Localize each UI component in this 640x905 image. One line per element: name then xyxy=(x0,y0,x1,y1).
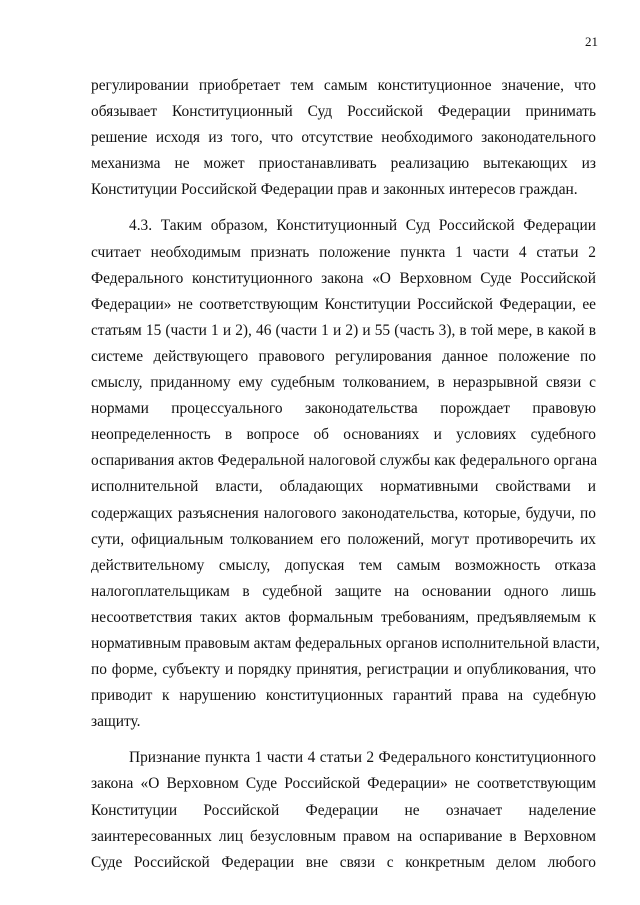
paragraph-spacer xyxy=(91,735,596,745)
text-line: смыслу, приданному ему судебным толкованием, в неразрывной связи с xyxy=(91,374,596,392)
text-line: механизма не может приостанавливать реализацию вытекающих из xyxy=(91,155,596,173)
text-line: по форме, субъекту и порядку принятия, регистрации и опубликования, что xyxy=(91,661,596,679)
text-line: оспаривания актов Федеральной налоговой службы как федерального органа xyxy=(91,452,598,470)
text-line: считает необходимым признать положение пункта 1 части 4 статьи 2 xyxy=(91,243,596,261)
text-line: нормативным правовым актам федеральных органов исполнительной власти, xyxy=(91,634,600,652)
text-line: защиту. xyxy=(91,713,141,731)
page-number: 21 xyxy=(585,34,598,49)
text-line: налогоплательщикам в судебной защите на основании одного лишь xyxy=(91,582,596,600)
text-line: неопределенность в вопросе об основаниях и условиях судебного xyxy=(91,426,596,444)
paragraph-3 xyxy=(91,745,596,875)
text-line: Конституции Российской Федерации прав и законных интересов граждан. xyxy=(91,181,578,199)
text-line: Федерального конституционного закона «О Верховном Суде Российской xyxy=(91,269,596,287)
text-line: 4.3. Таким образом, Конституционный Суд Российской Федерации xyxy=(129,217,596,235)
text-line: действительному смыслу, допуская тем самым возможность отказа xyxy=(91,556,596,574)
text-line: статьям 15 (части 1 и 2), 46 (части 1 и 2) и 55 (часть 3), в той мере, в какой в xyxy=(91,321,596,339)
paragraph-spacer xyxy=(91,203,596,213)
text-line: Суде Российской Федерации вне связи с конкретным делом любого xyxy=(91,853,596,871)
text-line: Конституции Российской Федерации не означает наделение xyxy=(91,801,596,819)
text-line: решение исходя из того, что отсутствие необходимого законодательного xyxy=(91,129,596,147)
text-line: нормами процессуального законодательства порождает правовую xyxy=(91,400,596,418)
text-line: приводит к нарушению конституционных гарантий права на судебную xyxy=(91,687,596,705)
text-line: содержащих разъяснения налогового законодательства, которые, будучи, по xyxy=(91,504,596,522)
text-line: сути, официальным толкованием его положений, могут противоречить их xyxy=(91,530,596,548)
text-line: несоответствия таких актов формальным требованиям, предъявляемым к xyxy=(91,608,596,626)
text-line: Признание пункта 1 части 4 статьи 2 Федерального конституционного xyxy=(129,749,596,767)
text-line: исполнительной власти, обладающих нормативными свойствами и xyxy=(91,478,596,496)
paragraph-2 xyxy=(91,213,600,735)
text-line: Федерации» не соответствующим Конституции Российской Федерации, ее xyxy=(91,295,596,313)
paragraph-1 xyxy=(91,73,596,203)
text-line: закона «О Верховном Суде Российской Федерации» не соответствующим xyxy=(91,775,596,793)
text-line: заинтересованных лиц безусловным правом на оспаривание в Верховном xyxy=(91,827,596,845)
document-body xyxy=(91,73,600,876)
text-line: обязывает Конституционный Суд Российской Федерации принимать xyxy=(91,103,596,121)
text-line: регулировании приобретает тем самым конституционное значение, что xyxy=(91,77,596,94)
text-line: системе действующего правового регулирования данное положение по xyxy=(91,347,596,365)
